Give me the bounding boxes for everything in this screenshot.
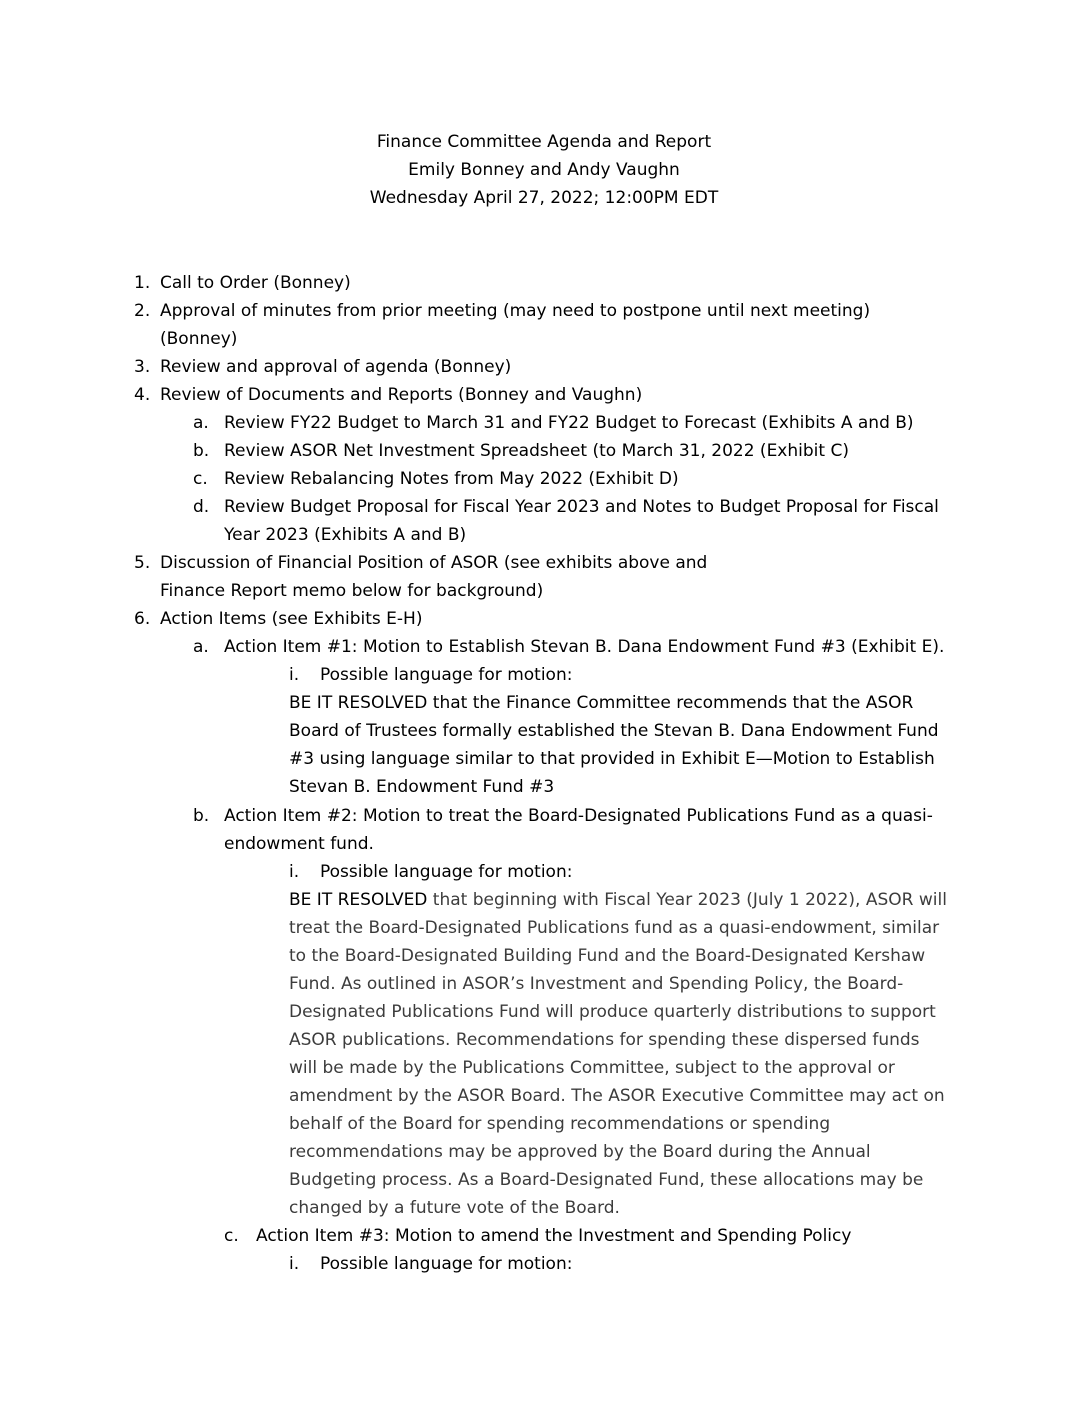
list-number: 1. <box>134 273 151 293</box>
list-letter: c. <box>224 1226 239 1246</box>
subitem-review-budget-proposal: Review Budget Proposal for Fiscal Year 2023 and Notes to Budget Proposal for Fiscal <box>224 497 939 517</box>
document-title: Finance Committee Agenda and Report <box>376 132 712 152</box>
motion-text-line: to the Board-Designated Building Fund and the Board-Designated Kershaw <box>289 946 926 966</box>
action-item-3: Action Item #3: Motion to amend the Investment and Spending Policy <box>256 1226 852 1246</box>
motion-text-line: Designated Publications Fund will produce quarterly distributions to support <box>289 1002 936 1022</box>
motion-text-line: will be made by the Publications Committee, subject to the approval or <box>289 1058 895 1078</box>
motion-lead: BE IT RESOLVED <box>289 890 428 910</box>
list-number: 4. <box>134 385 151 405</box>
motion-text-line: #3 using language similar to that provided in Exhibit E—Motion to Establish <box>289 749 935 769</box>
list-number: 2. <box>134 301 151 321</box>
motion-text-line: amendment by the ASOR Board. The ASOR Executive Committee may act on <box>289 1086 945 1106</box>
motion-text-line: changed by a future vote of the Board. <box>289 1198 620 1218</box>
subitem-review-rebalancing: Review Rebalancing Notes from May 2022 (Exhibit D) <box>224 469 679 489</box>
list-number: 6. <box>134 609 151 629</box>
agenda-item-approval-minutes-cont: (Bonney) <box>160 329 238 349</box>
motion-first-rest: that beginning with Fiscal Year 2023 (July 1 2022), ASOR will <box>427 890 947 910</box>
agenda-item-financial-position-cont: Finance Report memo below for background) <box>160 581 544 601</box>
list-number: 5. <box>134 553 151 573</box>
motion-language-label: Possible language for motion: <box>320 665 573 685</box>
motion-text-line: Fund. As outlined in ASOR’s Investment and Spending Policy, the Board- <box>289 974 904 994</box>
motion-text-line: recommendations may be approved by the Board during the Annual <box>289 1142 871 1162</box>
action-item-2: Action Item #2: Motion to treat the Board-Designated Publications Fund as a quasi- <box>224 806 933 826</box>
list-roman: i. <box>289 1254 300 1274</box>
list-number: 3. <box>134 357 151 377</box>
agenda-item-action-items: Action Items (see Exhibits E-H) <box>160 609 423 629</box>
motion-language-label: Possible language for motion: <box>320 1254 573 1274</box>
subitem-review-budget-proposal-cont: Year 2023 (Exhibits A and B) <box>224 525 467 545</box>
motion-text-line: BE IT RESOLVED that the Finance Committee recommends that the ASOR <box>289 693 914 713</box>
motion-language-label: Possible language for motion: <box>320 862 573 882</box>
document-authors: Emily Bonney and Andy Vaughn <box>408 160 680 180</box>
meeting-date: Wednesday April 27, 2022; 12:00PM EDT <box>369 188 719 208</box>
agenda-item-review-documents: Review of Documents and Reports (Bonney and Vaughn) <box>160 385 643 405</box>
motion-text-line: behalf of the Board for spending recommendations or spending <box>289 1114 831 1134</box>
list-roman: i. <box>289 665 300 685</box>
motion-text-line: treat the Board-Designated Publications fund as a quasi-endowment, similar <box>289 918 940 938</box>
list-roman: i. <box>289 862 300 882</box>
list-letter: b. <box>193 806 210 826</box>
agenda-item-financial-position: Discussion of Financial Position of ASOR (see exhibits above and <box>160 553 708 573</box>
action-item-1: Action Item #1: Motion to Establish Stevan B. Dana Endowment Fund #3 (Exhibit E). <box>224 637 945 657</box>
list-letter: c. <box>193 469 208 489</box>
list-letter: a. <box>193 637 209 657</box>
agenda-item-approval-minutes: Approval of minutes from prior meeting (may need to postpone until next meeting) <box>160 301 871 321</box>
motion-text-line: Board of Trustees formally established the Stevan B. Dana Endowment Fund <box>289 721 939 741</box>
list-letter: b. <box>193 441 210 461</box>
motion-text-line <box>289 886 947 914</box>
list-letter: a. <box>193 413 209 433</box>
action-item-2-cont: endowment fund. <box>224 834 374 854</box>
motion-text-line: Budgeting process. As a Board-Designated Fund, these allocations may be <box>289 1170 924 1190</box>
subitem-review-net-investment: Review ASOR Net Investment Spreadsheet (to March 31, 2022 (Exhibit C) <box>224 441 849 461</box>
agenda-item-call-to-order: Call to Order (Bonney) <box>160 273 351 293</box>
motion-text-line: ASOR publications. Recommendations for spending these dispersed funds <box>289 1030 920 1050</box>
list-letter: d. <box>193 497 210 517</box>
motion-text-line: Stevan B. Endowment Fund #3 <box>289 777 555 797</box>
subitem-review-fy22-budget: Review FY22 Budget to March 31 and FY22 Budget to Forecast (Exhibits A and B) <box>224 413 914 433</box>
agenda-item-approval-agenda: Review and approval of agenda (Bonney) <box>160 357 512 377</box>
